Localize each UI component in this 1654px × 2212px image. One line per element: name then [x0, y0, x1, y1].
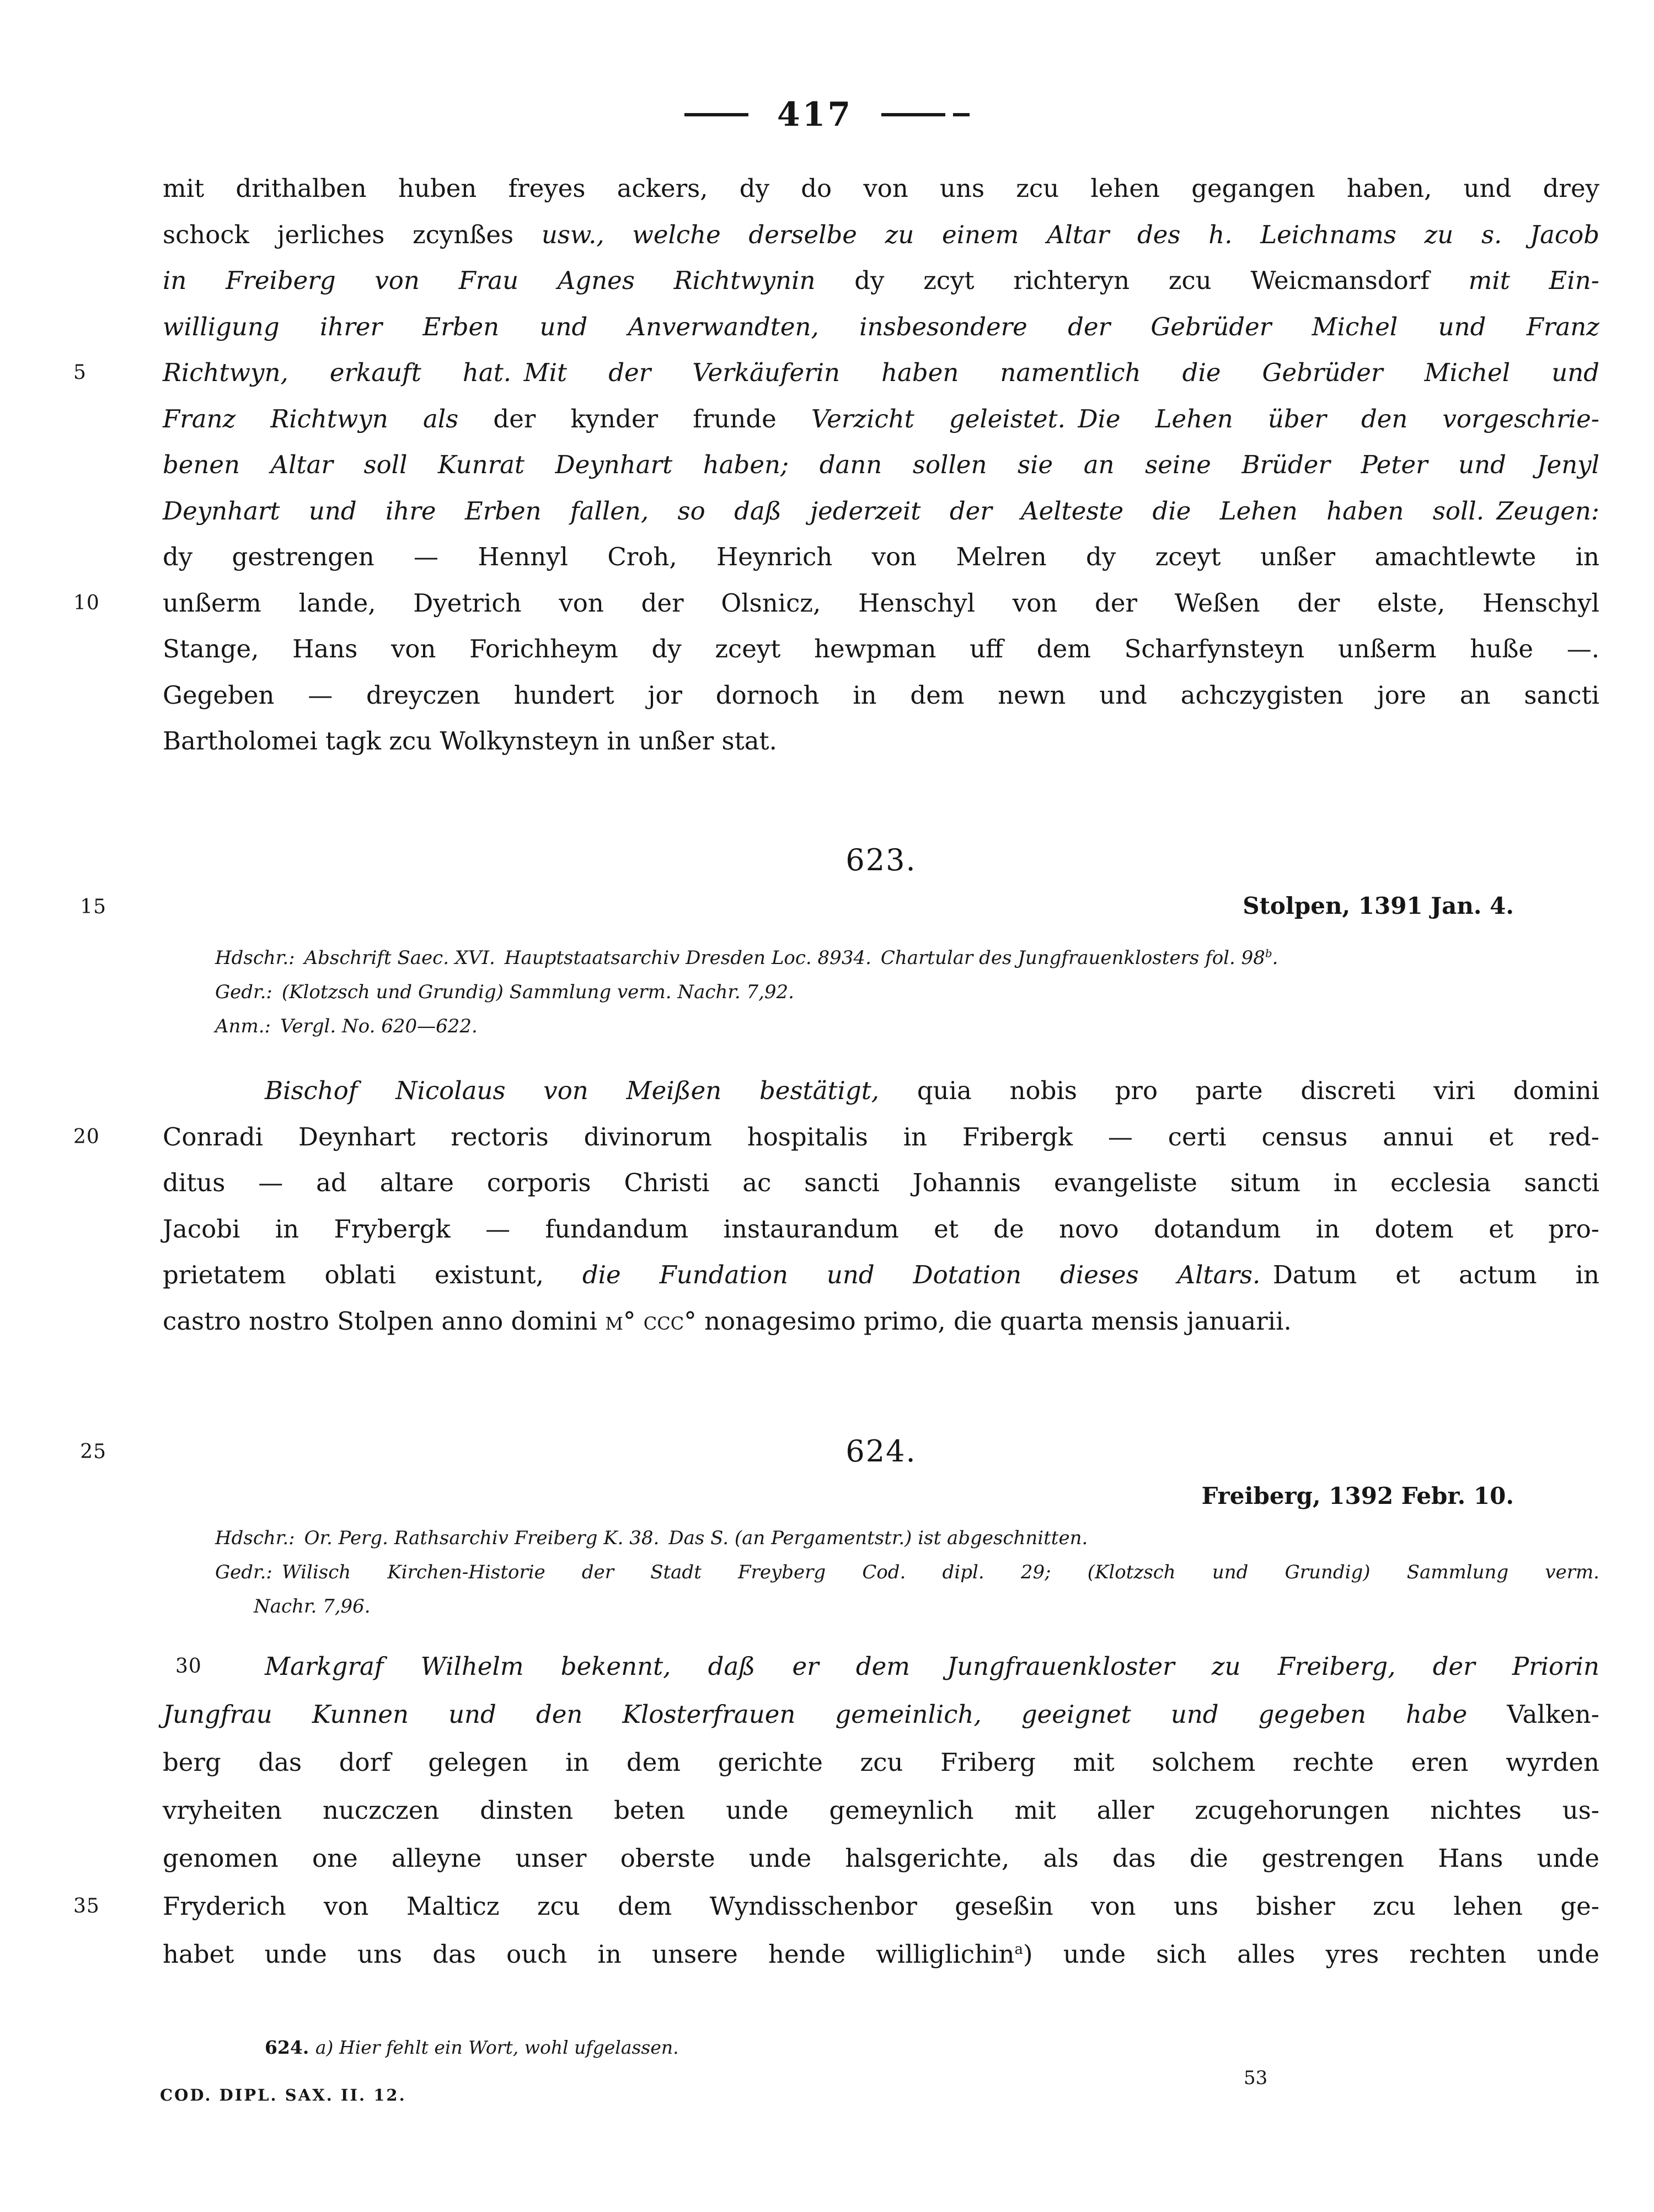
text-segment: berg das dorf gelegen in dem gerichte zcu Friberg mit solchem rechte eren wyrden: [163, 1748, 1599, 1777]
text-segment: Nachr. 7,96.: [254, 1595, 371, 1618]
text-line: [163, 626, 1599, 672]
text-line: [163, 1786, 1599, 1834]
doc-623-source-notes: [163, 941, 1599, 1043]
text-column: [73, 0, 1600, 2212]
text-segment: ) unde sich alles yres rechten unde: [1023, 1940, 1599, 1969]
text-segment: Fryderich von Malticz zcu dem Wyndisschenbor geseßin von uns bisher zcu lehen ge-: [163, 1892, 1599, 1921]
text-segment: Gegeben — dreyczen hundert jor dornoch in dem newn und achczygisten jore an sancti: [163, 680, 1599, 710]
text-line: [73, 1882, 1599, 1930]
text-segment: dy zcyt richteryn zcu Weicmansdorf: [854, 266, 1469, 295]
text-line: [215, 1589, 1599, 1624]
text-line: [163, 1206, 1599, 1252]
text-segment: Datum et actum in: [1260, 1260, 1600, 1289]
text-segment: vryheiten nuczczen dinsten beten unde gemeynlich mit aller zcugehorungen nichtes us-: [163, 1796, 1599, 1825]
sheet-number: 53: [1244, 2067, 1268, 2089]
text-segment: .: [1272, 947, 1278, 969]
text-segment: schock jerliches zcynßes: [163, 219, 542, 249]
text-segment: a: [1014, 1941, 1024, 1958]
text-line: [163, 1068, 1599, 1114]
text-segment: quia nobis pro parte discreti viri domini: [917, 1076, 1599, 1105]
text-line: [163, 534, 1599, 580]
text-line: [163, 1930, 1599, 1978]
margin-line-number: 30: [175, 1655, 202, 1678]
doc-624-dateline: Freiberg, 1392 Febr. 10.: [1201, 1482, 1514, 1509]
text-line: [215, 1555, 1599, 1589]
text-segment: Bartholomei tagk zcu Wolkynsteyn in unßer stat.: [163, 726, 777, 756]
text-segment: Deynhart und ihre Erben fallen, so daß jederzeit der Aelteste die Lehen haben soll. Zeugen:: [163, 496, 1599, 526]
margin-line-number-15: 15: [80, 896, 106, 918]
text-line: [163, 1738, 1599, 1786]
text-segment: unßerm lande, Dyetrich von der Olsnicz, Henschyl von der Weßen der elste, Henschyl: [163, 588, 1599, 618]
text-segment: castro nostro Stolpen anno domini: [163, 1306, 606, 1336]
text-segment: Conradi Deynhart rectoris divinorum hospitalis in Fribergk — certi census annui et red-: [163, 1122, 1599, 1151]
text-line: [73, 1114, 1599, 1160]
text-line: [163, 1252, 1599, 1298]
paragraph-continuation-doc-622: [73, 165, 1599, 764]
text-segment: Valken-: [1507, 1700, 1599, 1729]
doc-623-dateline: Stolpen, 1391 Jan. 4.: [1243, 892, 1514, 919]
text-line: [163, 165, 1599, 212]
text-segment: Gedr.: (Klotzsch und Grundig) Sammlung verm. Nachr. 7,92.: [215, 981, 794, 1003]
doc-623-body: [73, 1068, 1600, 1344]
text-segment: die Fundation und Dotation dieses Altars.: [582, 1260, 1261, 1289]
text-segment: benen Altar soll Kunrat Deynhart haben; dann sollen sie an seine Brüder Peter und Jenyl: [163, 450, 1599, 479]
text-line: [215, 941, 1599, 975]
text-line: [163, 304, 1599, 350]
text-line: [215, 975, 1599, 1009]
text-segment: Stange, Hans von Forichheym dy zceyt hewpman uff dem Scharfynsteyn unßerm huße —.: [163, 634, 1599, 663]
text-line: [163, 1298, 1599, 1345]
text-segment: habet unde uns das ouch in unsere hende williglichin: [163, 1940, 1015, 1969]
text-line: [163, 718, 1599, 764]
text-line: [73, 580, 1599, 626]
text-segment: Bischof Nicolaus von Meißen bestätigt,: [265, 1076, 917, 1105]
doc-623-heading: 623.: [845, 843, 917, 877]
text-segment: m° ccc°: [605, 1306, 697, 1336]
margin-line-number: 5: [73, 361, 87, 384]
margin-line-number-25: 25: [80, 1440, 106, 1463]
text-line: [163, 258, 1599, 304]
text-line: [163, 1690, 1599, 1738]
text-segment: willigung ihrer Erben und Anverwandten, insbesondere der Gebrüder Michel und Franz: [163, 312, 1599, 341]
text-segment: Verzicht geleistet. Die Lehen über den vorgeschrie-: [811, 404, 1599, 433]
text-segment: Hdschr.: Or. Perg. Rathsarchiv Freiberg K. 38. Das S. (an Pergamentstr.) ist abgeschnitten.: [215, 1527, 1088, 1549]
text-segment: ditus — ad altare corporis Christi ac sancti Johannis evangeliste situm in ecclesia sancti: [163, 1168, 1599, 1197]
page-number: 417: [777, 95, 853, 134]
text-line: [163, 1642, 1599, 1690]
text-segment: b: [1265, 947, 1272, 960]
margin-line-number: 20: [73, 1125, 100, 1148]
text-segment: Jacobi in Frybergk — fundandum instaurandum et de novo dotandum in dotem et pro-: [163, 1214, 1599, 1244]
text-line: [163, 1834, 1599, 1882]
footnote-624a: [163, 2034, 1599, 2061]
doc-624-source-notes: [163, 1521, 1599, 1624]
text-segment: in Freiberg von Frau Agnes Richtwynin: [163, 266, 855, 295]
text-segment: mit drithalben huben freyes ackers, dy do von uns zcu lehen gegangen haben, und drey: [163, 174, 1599, 203]
text-line: [73, 350, 1599, 396]
text-line: [215, 1521, 1599, 1555]
text-segment: a) Hier fehlt ein Wort, wohl ufgelassen.: [315, 2037, 679, 2058]
text-line: [163, 212, 1599, 258]
text-line: [163, 1160, 1599, 1206]
text-segment: dy gestrengen — Hennyl Croh, Heynrich von Melren dy zceyt unßer amachtlewte in: [163, 542, 1599, 571]
text-segment: nonagesimo primo, die quarta mensis januarii.: [696, 1306, 1292, 1336]
text-segment: Franz Richtwyn als: [163, 404, 494, 433]
text-segment: prietatem oblati existunt,: [163, 1260, 582, 1289]
text-segment: Markgraf Wilhelm bekennt, daß er dem Jungfrauenkloster zu Freiberg, der Priorin: [265, 1652, 1599, 1681]
margin-line-number: 10: [73, 591, 100, 614]
text-segment: Anm.: Vergl. No. 620—622.: [215, 1015, 478, 1037]
text-segment: 624.: [265, 2037, 315, 2058]
text-segment: Gedr.: Wilisch Kirchen-Historie der Stadt Freyberg Cod. dipl. 29; (Klotzsch und Grundig) Sammlung verm.: [215, 1561, 1599, 1583]
text-segment: mit Ein-: [1468, 266, 1599, 295]
text-line: [265, 2034, 1599, 2061]
text-line: [163, 488, 1599, 534]
doc-624-heading: 624.: [845, 1434, 917, 1469]
text-segment: usw., welche derselbe zu einem Altar des h. Leichnams zu s. Jacob: [541, 219, 1599, 249]
text-line: [163, 396, 1599, 442]
text-segment: genomen one alleyne unser oberste unde halsgerichte, als das die gestrengen Hans unde: [163, 1844, 1599, 1873]
margin-line-number: 35: [73, 1895, 100, 1918]
text-line: [163, 442, 1599, 488]
text-segment: Richtwyn, erkauft hat. Mit der Verkäuferin haben namentlich die Gebrüder Michel und: [163, 358, 1599, 387]
text-segment: Hdschr.: Abschrift Saec. XVI. Hauptstaatsarchiv Dresden Loc. 8934. Chartular des Jungfrauenklosters fol. 98: [215, 947, 1265, 969]
text-line: [163, 672, 1599, 719]
text-segment: Jungfrau Kunnen und den Klosterfrauen gemeinlich, geeignet und gegeben habe: [163, 1700, 1507, 1729]
doc-624-body: [73, 1642, 1599, 1978]
series-signature: COD. DIPL. SAX. II. 12.: [160, 2086, 406, 2104]
text-segment: der kynder frunde: [493, 404, 811, 433]
text-line: [215, 1009, 1599, 1043]
